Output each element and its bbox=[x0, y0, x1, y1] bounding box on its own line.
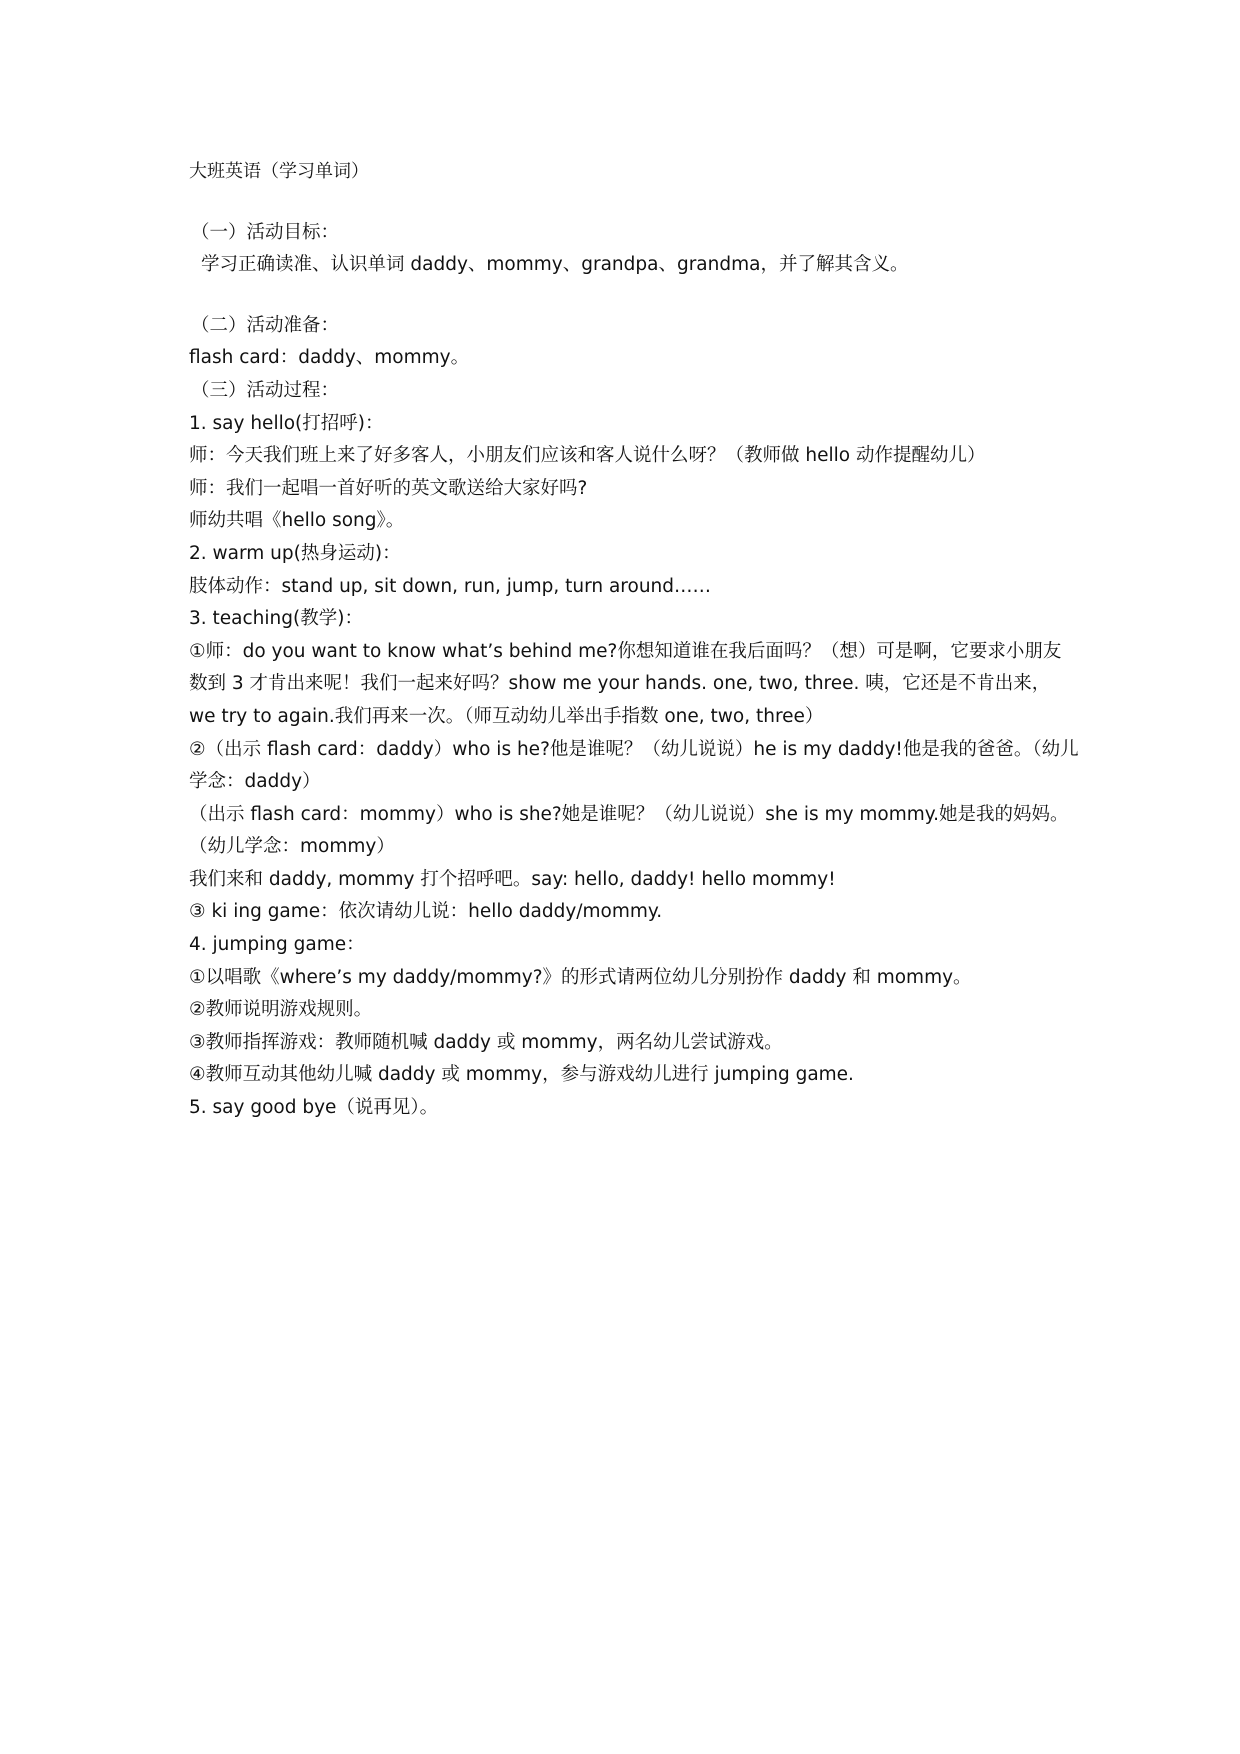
step-4-line-1: ①以唱歌《where’s my daddy/mommy?》的形式请两位幼儿分别扮作 daddy 和 mommy。 bbox=[189, 966, 972, 988]
preparation-text: flash card：daddy、mommy。 bbox=[189, 347, 470, 369]
spacer bbox=[189, 282, 1069, 310]
step-4-line-4: ④教师互动其他幼儿喊 daddy 或 mommy，参与游戏幼儿进行 jumping game. bbox=[189, 1064, 854, 1086]
step-3-heading: 3. teaching(教学)： bbox=[189, 608, 363, 630]
step-2-line-1: 肢体动作：stand up, sit down, run, jump, turn around…… bbox=[189, 575, 712, 597]
step-3-line-7: （幼儿学念：mommy） bbox=[189, 836, 395, 858]
section-heading-goals: （一）活动目标： bbox=[191, 221, 340, 243]
section-heading-process: （三）活动过程： bbox=[191, 379, 340, 401]
section-heading-preparation: （二）活动准备： bbox=[191, 314, 340, 336]
step-3-line-5: 学念：daddy） bbox=[189, 771, 321, 793]
step-5-heading: 5. say good bye（说再见）。 bbox=[189, 1097, 439, 1119]
document-body bbox=[189, 156, 1079, 1125]
step-3-line-3: we try to again.我们再来一次。（师互动幼儿举出手指数 one, two, three） bbox=[189, 705, 824, 727]
document-title: 大班英语（学习单词） bbox=[189, 161, 369, 182]
step-4-line-2: ②教师说明游戏规则。 bbox=[189, 999, 373, 1021]
spacer bbox=[189, 189, 1069, 217]
step-3-line-8: 我们来和 daddy, mommy 打个招呼吧。say: hello, daddy! hello mommy! bbox=[189, 868, 836, 890]
step-3-line-4: ②（出示 flash card：daddy）who is he?他是谁呢？（幼儿说说）he is my daddy!他是我的爸爸。（幼儿 bbox=[189, 738, 1079, 760]
step-3-line-1: ①师：do you want to know what’s behind me?你想知道谁在我后面吗？（想）可是啊，它要求小朋友 bbox=[189, 640, 1062, 662]
goals-text: 学习正确读准、认识单词 daddy、mommy、grandpa、grandma，并了解其含义。 bbox=[201, 254, 909, 276]
step-4-heading: 4. jumping game： bbox=[189, 934, 365, 956]
step-3-line-9: ③ ki ing game：依次请幼儿说：hello daddy/mommy. bbox=[189, 901, 663, 923]
step-1-line-2: 师：我们一起唱一首好听的英文歌送给大家好吗? bbox=[189, 477, 588, 499]
step-2-heading: 2. warm up(热身运动)： bbox=[189, 542, 401, 564]
step-3-line-6: （出示 flash card：mommy）who is she?她是谁呢？（幼儿说说）she is my mommy.她是我的妈妈。 bbox=[189, 803, 1069, 825]
step-1-line-3: 师幼共唱《hello song》。 bbox=[189, 510, 405, 532]
step-1-line-1: 师：今天我们班上来了好多客人，小朋友们应该和客人说什么呀？（教师做 hello 动作提醒幼儿） bbox=[189, 445, 986, 467]
step-1-heading: 1. say hello(打招呼)： bbox=[189, 412, 384, 434]
step-4-line-3: ③教师指挥游戏：教师随机喊 daddy 或 mommy，两名幼儿尝试游戏。 bbox=[189, 1031, 783, 1053]
step-3-line-2: 数到 3 才肯出来呢！我们一起来好吗？show me your hands. one, two, three. 咦，它还是不肯出来， bbox=[189, 673, 1051, 695]
